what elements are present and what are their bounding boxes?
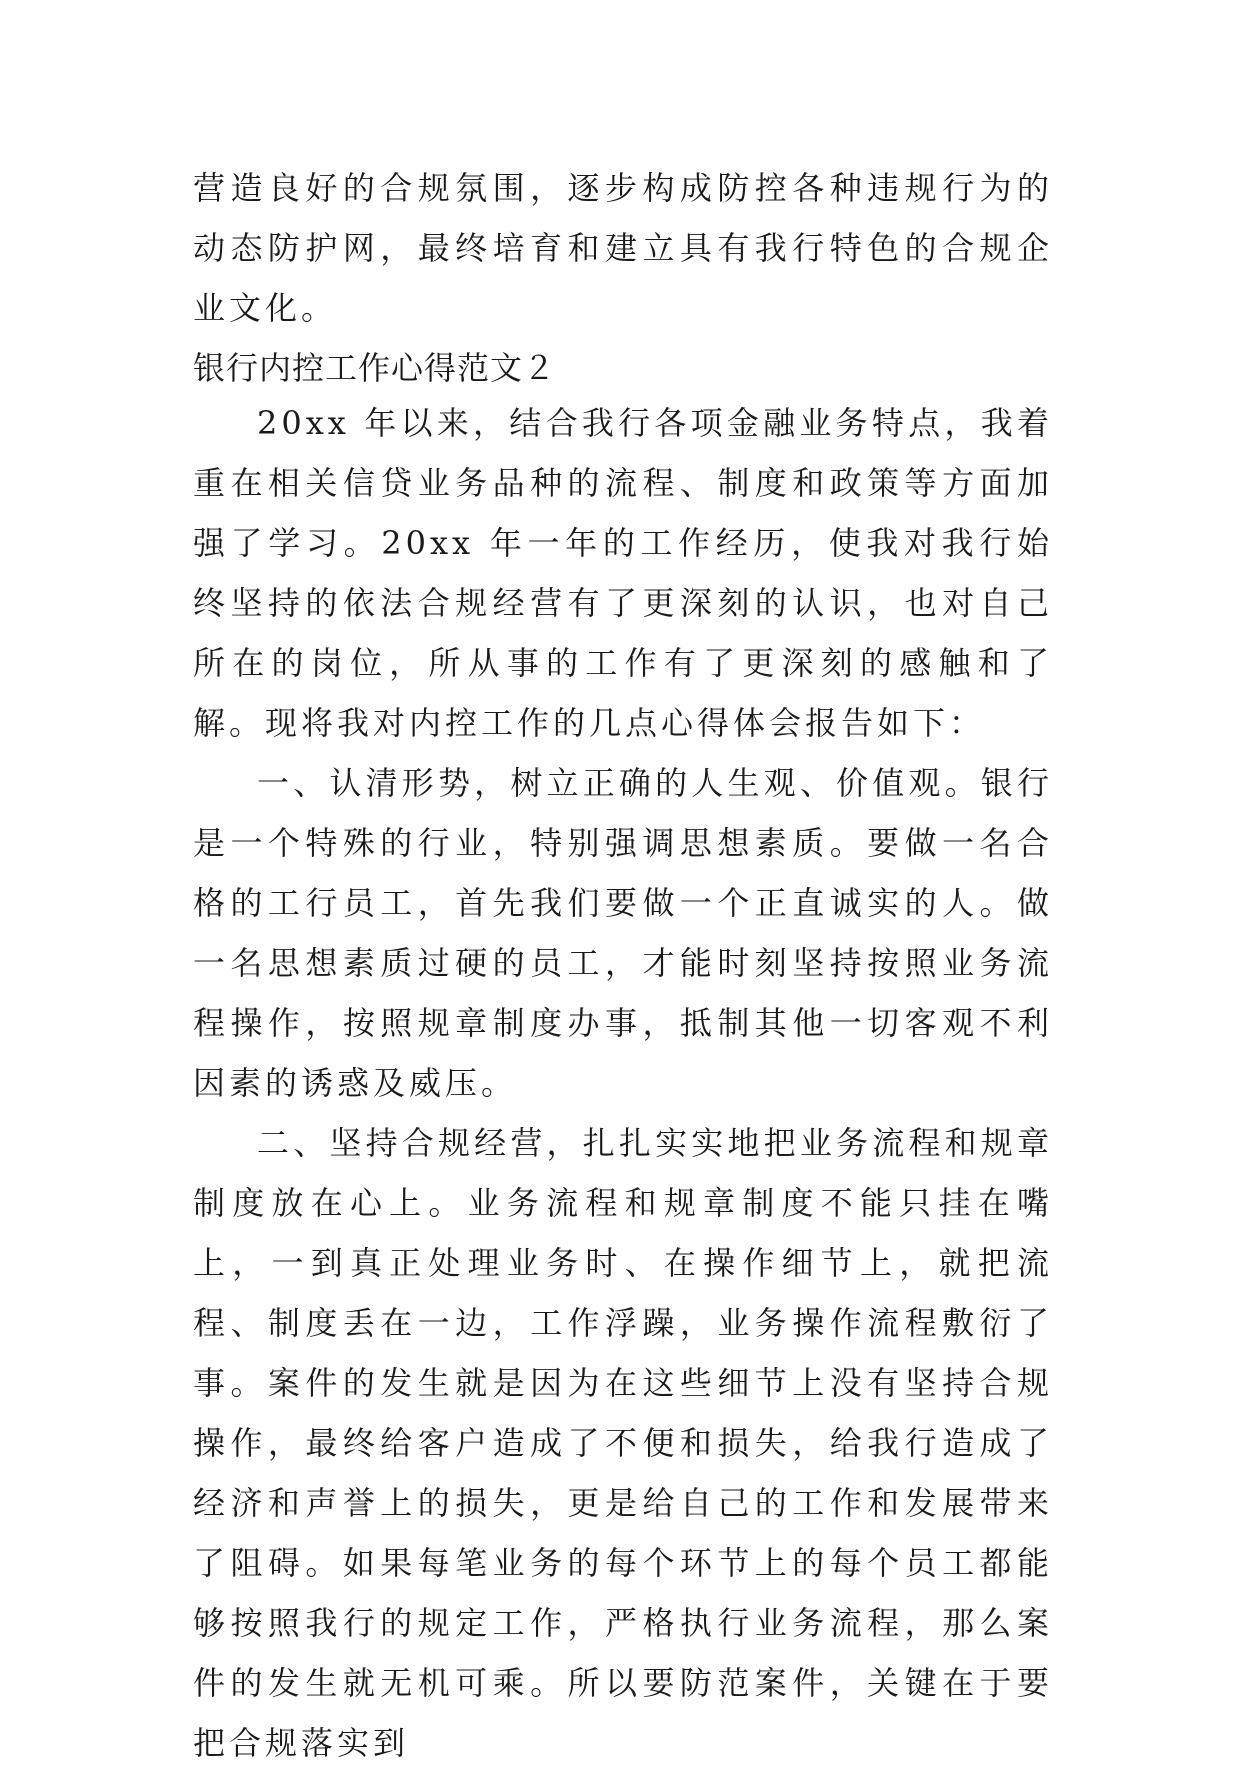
paragraph-intro: 20xx 年以来，结合我行各项金融业务特点，我着重在相关信贷业务品种的流程、制度和政策等方面加强了学习。20xx 年一年的工作经历，使我对我行始终坚持的依法合规经营有了更深刻的认识，也对自己所在的岗位，所从事的工作有了更深刻的感触和了解。现将我对内控工作的几点心得体会报告如下： — [193, 404, 1053, 742]
paragraph-point-two: 二、坚持合规经营，扎扎实实地把业务流程和规章制度放在心上。业务流程和规章制度不能只挂在嘴上，一到真正处理业务时、在操作细节上，就把流程、制度丢在一边，工作浮躁，业务操作流程敷衍了事。案件的发生就是因为在这些细节上没有坚持合规操作，最终给客户造成了不便和损失，给我行造成了经济和声誉上的损失，更是给自己的工作和发展带来了阻碍。如果每笔业务的每个环节上的每个员工都能够按照我行的规定工作，严格执行业务流程，那么案件的发生就无机可乘。所以要防范案件，关键在于要把合规落实到 — [193, 1124, 1053, 1762]
section-title: 银行内控工作心得范文２ — [193, 349, 557, 387]
continuation-paragraph: 营造良好的合规氛围，逐步构成防控各种违规行为的动态防护网，最终培育和建立具有我行特色的合规企业文化。 — [193, 169, 1053, 327]
paragraph-point-one: 一、认清形势，树立正确的人生观、价值观。银行是一个特殊的行业，特别强调思想素质。要做一名合格的工行员工，首先我们要做一个正直诚实的人。做一名思想素质过硬的员工，才能时刻坚持按照业务流程操作，按照规章制度办事，抵制其他一切客观不利因素的诱惑及威压。 — [193, 764, 1053, 1102]
body-text — [193, 393, 1053, 1773]
continuation-block — [193, 158, 1053, 338]
